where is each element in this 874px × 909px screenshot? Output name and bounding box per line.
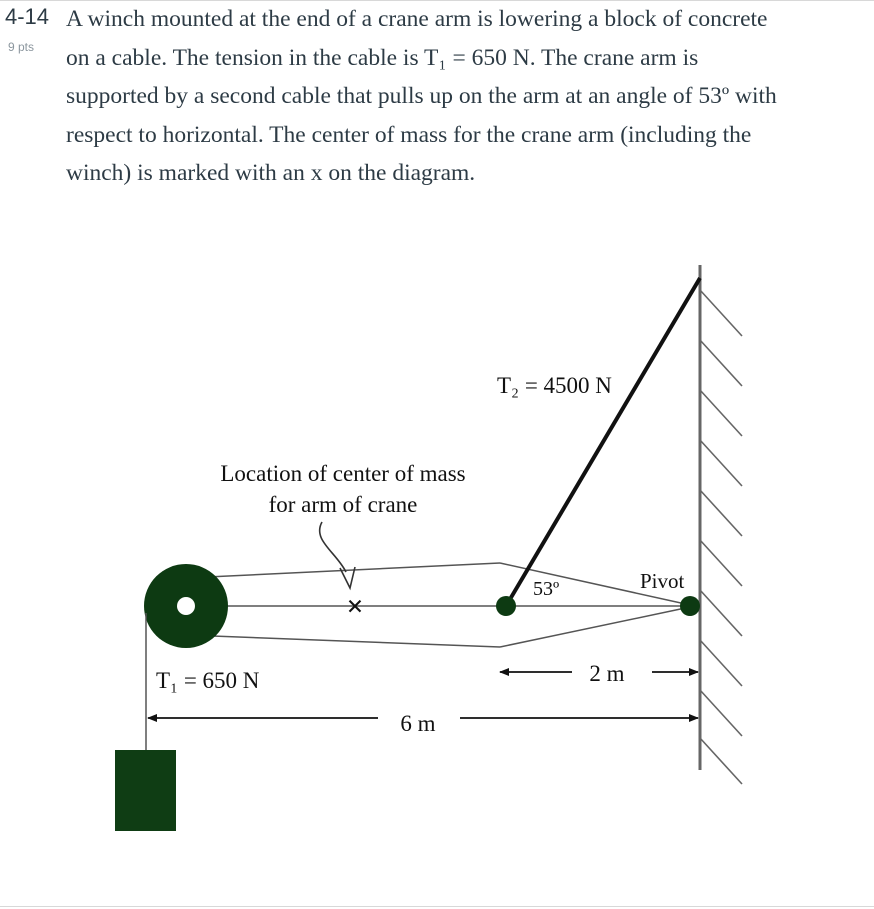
question-number: 4-14: [5, 4, 50, 29]
question-line-4: respect to horizontal. The center of mass for the crane arm (including the: [66, 121, 752, 148]
winch-axle: [177, 597, 195, 615]
crane-arm: [186, 563, 690, 647]
tension-t2-label: T₂ = 4500 N: [497, 373, 612, 398]
question-line-2: on a cable. The tension in the cable is T₁ = 650 N. The crane arm is: [66, 44, 699, 71]
com-pointer-arrow: [320, 522, 346, 572]
pivot-point: [680, 596, 700, 616]
arm-bottom-left-edge: [186, 635, 500, 647]
angle-label: 53º: [533, 578, 560, 600]
question-points: 9 pts: [8, 40, 35, 54]
arm-bottom-right-edge: [500, 607, 690, 647]
question-line-5: winch) is marked with an x on the diagram.: [66, 160, 476, 186]
com-label-line-2: for arm of crane: [268, 492, 418, 517]
center-of-mass-marker: ×: [346, 590, 364, 623]
question-line-3: supported by a second cable that pulls up on the arm at an angle of 53º with: [66, 83, 777, 109]
support-cable: [506, 278, 700, 606]
dim-2m-label: 2 m: [589, 661, 625, 686]
question-line-1: A winch mounted at the end of a crane arm is lowering a block of concrete: [66, 6, 768, 32]
wall: [700, 265, 742, 784]
wall-hatching: [700, 290, 742, 784]
pivot-label: Pivot: [640, 569, 685, 593]
tension-t1-label: T₁ = 650 N: [156, 668, 260, 693]
bottom-divider: [0, 906, 874, 907]
concrete-block: [115, 750, 176, 831]
dim-6m-label: 6 m: [400, 711, 436, 736]
cable-attachment-point: [496, 596, 516, 616]
com-label-line-1: Location of center of mass: [220, 461, 466, 486]
